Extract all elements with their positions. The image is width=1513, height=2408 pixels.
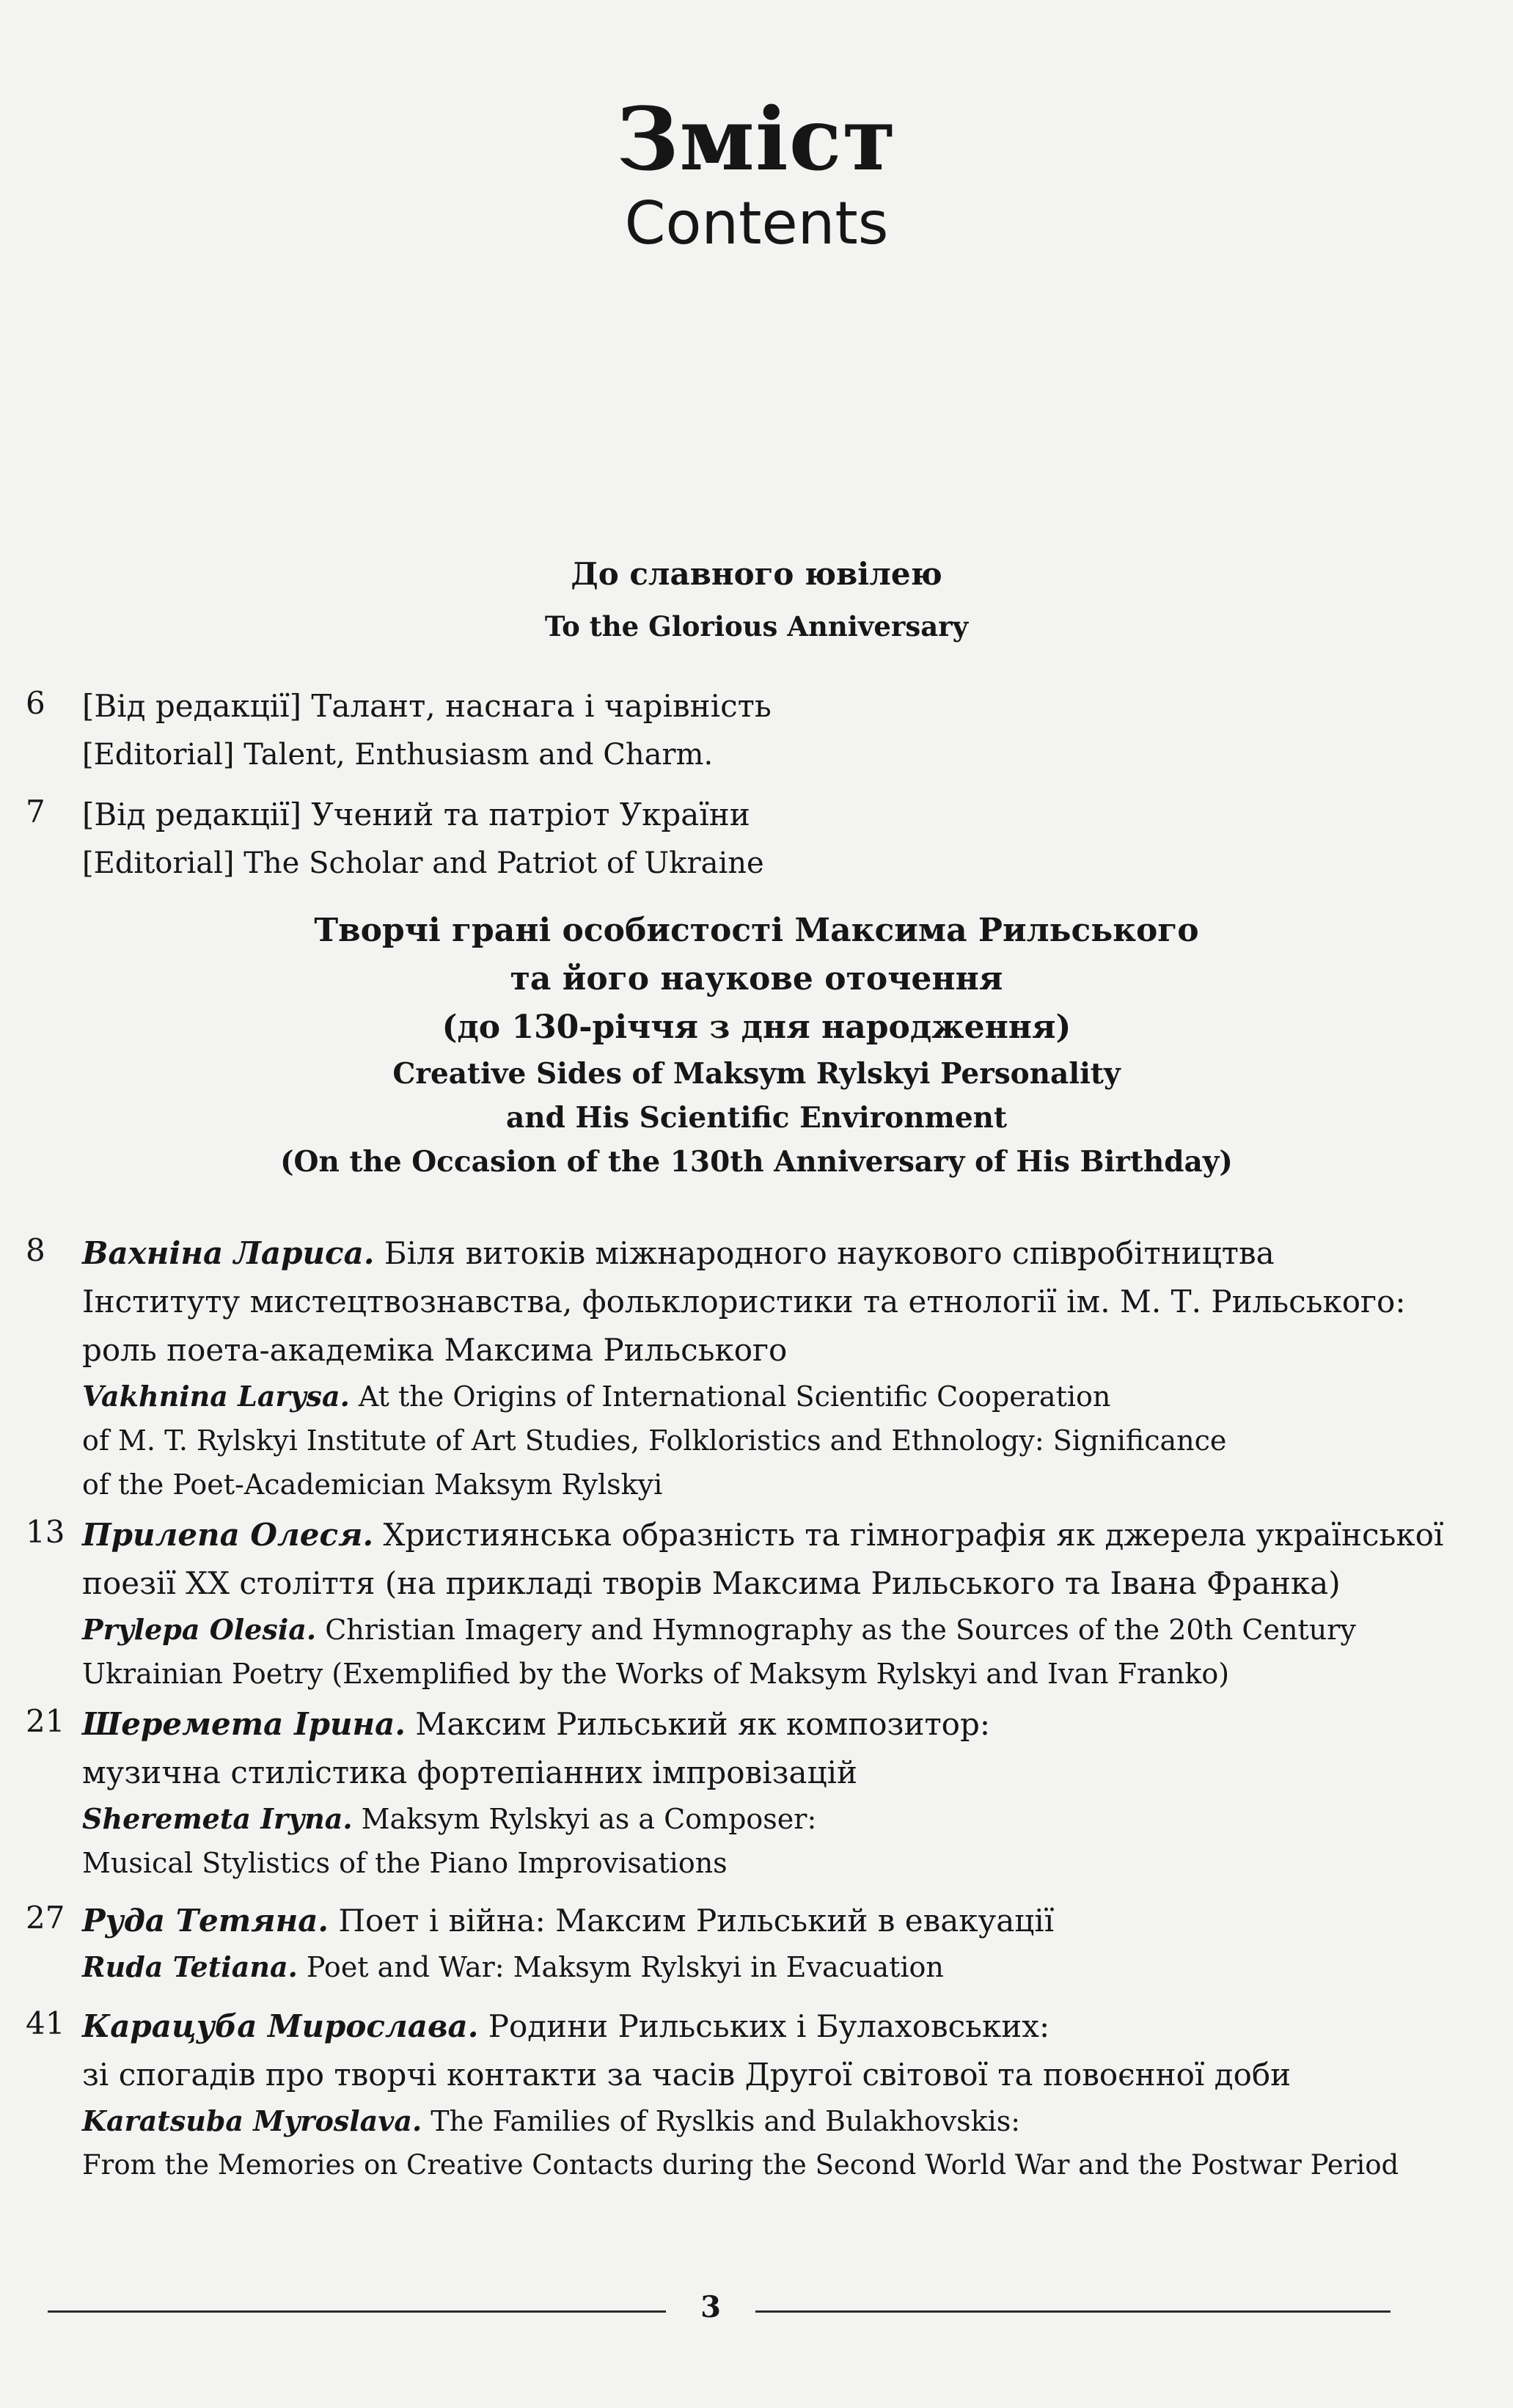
toc-page-number: 21 <box>26 1703 65 1739</box>
toc-title-uk: музична стилістика фортепіанних імпровізацій <box>82 1754 858 1790</box>
toc-title-en-line <box>82 1945 1461 1989</box>
toc-entry-text <box>82 1511 1461 1696</box>
section-heading-rylskyi-en-line1: Creative Sides of Maksym Rylskyi Personality <box>392 1057 1121 1091</box>
section-heading-rylskyi-uk-line1: Творчі грані особистості Максима Рильського <box>314 912 1199 949</box>
toc-title-en: of the Poet-Academician Maksym Rylskyi <box>82 1468 663 1501</box>
toc-author-en: Vakhnina Larysa. <box>82 1380 350 1413</box>
toc-title-en-line <box>82 2099 1461 2143</box>
toc-title-en: Ukrainian Poetry (Exemplified by the Works of Maksym Rylskyi and Ivan Franko) <box>82 1658 1230 1690</box>
footer-rule-left <box>48 2310 666 2313</box>
toc-entry-text <box>82 1700 1461 1885</box>
toc-page-number: 6 <box>26 685 45 721</box>
toc-title-uk-line <box>82 1229 1461 1278</box>
section-heading-anniversary-en: To the Glorious Anniversary <box>544 610 969 643</box>
toc-title-uk: Християнська образність та гімнографія як джерела української <box>373 1517 1444 1553</box>
footer-rule-right <box>755 2310 1391 2313</box>
toc-author-en: Prylepa Olesia. <box>82 1613 317 1646</box>
toc-author-uk: Карацуба Мирослава. <box>82 2008 479 2044</box>
toc-title-uk-line <box>82 1700 1461 1749</box>
toc-author-uk: Прилепа Олеся. <box>82 1517 374 1553</box>
toc-title-en-line <box>82 1375 1461 1419</box>
toc-entry-text <box>82 1229 1461 1507</box>
toc-title-en: At the Origins of International Scientific Cooperation <box>349 1380 1111 1413</box>
toc-author-en: Sheremeta Iryna. <box>82 1802 353 1835</box>
toc-title-uk: Біля витоків міжнародного наукового співробітництва <box>374 1235 1275 1271</box>
section-heading-anniversary-uk: До славного ювілею <box>571 556 942 592</box>
toc-page-number: 27 <box>26 1900 65 1936</box>
toc-title-uk: Максим Рильський як композитор: <box>406 1706 990 1742</box>
toc-title-en: of M. T. Rylskyi Institute of Art Studies, Folkloristics and Ethnology: Significance <box>82 1424 1227 1457</box>
toc-author-uk: Руда Тетяна. <box>82 1903 329 1939</box>
toc-title-en: [Editorial] The Scholar and Patriot of Ukraine <box>82 846 764 880</box>
toc-entry-text <box>82 1897 1461 1989</box>
section-heading-rylskyi-uk-line2: та його наукове оточення <box>510 960 1003 998</box>
toc-title-uk-line <box>82 2002 1461 2051</box>
toc-title-en: Christian Imagery and Hymnography as the Sources of the 20th Century <box>316 1614 1356 1646</box>
toc-title-en: Poet and War: Maksym Rylskyi in Evacuation <box>297 1951 944 1983</box>
toc-title-uk: зі спогадів про творчі контакти за часів Другої світової та повоєнної доби <box>82 2057 1292 2093</box>
toc-title-en: From the Memories on Creative Contacts during the Second World War and the Postwar Period <box>82 2149 1399 2181</box>
toc-page-number: 8 <box>26 1232 45 1268</box>
section-heading-rylskyi-uk-line3: (до 130-річчя з дня народження) <box>442 1009 1071 1046</box>
toc-entry-text <box>82 791 1461 888</box>
toc-title-en-line <box>82 1608 1461 1652</box>
toc-entry-text <box>82 682 1461 779</box>
toc-page-number: 41 <box>26 2005 65 2041</box>
section-heading-rylskyi-en-line3: (On the Occasion of the 130th Anniversary of His Birthday) <box>280 1145 1233 1179</box>
toc-title-en-line <box>82 1797 1461 1841</box>
toc-author-en: Karatsuba Myroslava. <box>82 2104 422 2137</box>
page-title-en: Contents <box>624 189 889 257</box>
toc-title-uk: Поет і війна: Максим Рильський в евакуації <box>329 1903 1055 1939</box>
toc-title-uk: Родини Рильських і Булаховських: <box>478 2008 1050 2044</box>
toc-title-uk: Інституту мистецтвознавства, фольклористики та етнології ім. М. Т. Рильського: <box>82 1284 1406 1320</box>
section-heading-rylskyi-en-line2: and His Scientific Environment <box>506 1101 1007 1135</box>
toc-title-en: The Families of Ryslkis and Bulakhovskis: <box>422 2105 1021 2137</box>
toc-title-uk-line <box>82 1511 1461 1559</box>
toc-entry-text <box>82 2002 1461 2187</box>
footer-page-number: 3 <box>700 2290 721 2324</box>
toc-author-uk: Шеремета Ірина. <box>82 1706 406 1742</box>
toc-title-en: [Editorial] Talent, Enthusiasm and Charm. <box>82 738 714 772</box>
toc-title-uk: [Від редакції] Учений та патріот України <box>82 797 750 832</box>
toc-title-uk: роль поета-академіка Максима Рильського <box>82 1332 788 1368</box>
toc-title-en: Musical Stylistics of the Piano Improvisations <box>82 1847 728 1879</box>
toc-title-uk-line <box>82 1897 1461 1945</box>
toc-author-uk: Вахніна Лариса. <box>82 1235 375 1271</box>
toc-title-uk: [Від редакції] Талант, наснага і чарівність <box>82 688 772 724</box>
toc-page-number: 13 <box>26 1514 65 1550</box>
toc-page-number: 7 <box>26 794 45 830</box>
toc-title-uk: поезії ХХ століття (на прикладі творів Максима Рильського та Івана Франка) <box>82 1565 1341 1601</box>
toc-title-en: Maksym Rylskyi as a Composer: <box>352 1803 817 1835</box>
toc-author-en: Ruda Tetiana. <box>82 1950 298 1983</box>
page-title-uk: Зміст <box>616 88 897 190</box>
section-heading-rylskyi <box>0 907 1513 1184</box>
